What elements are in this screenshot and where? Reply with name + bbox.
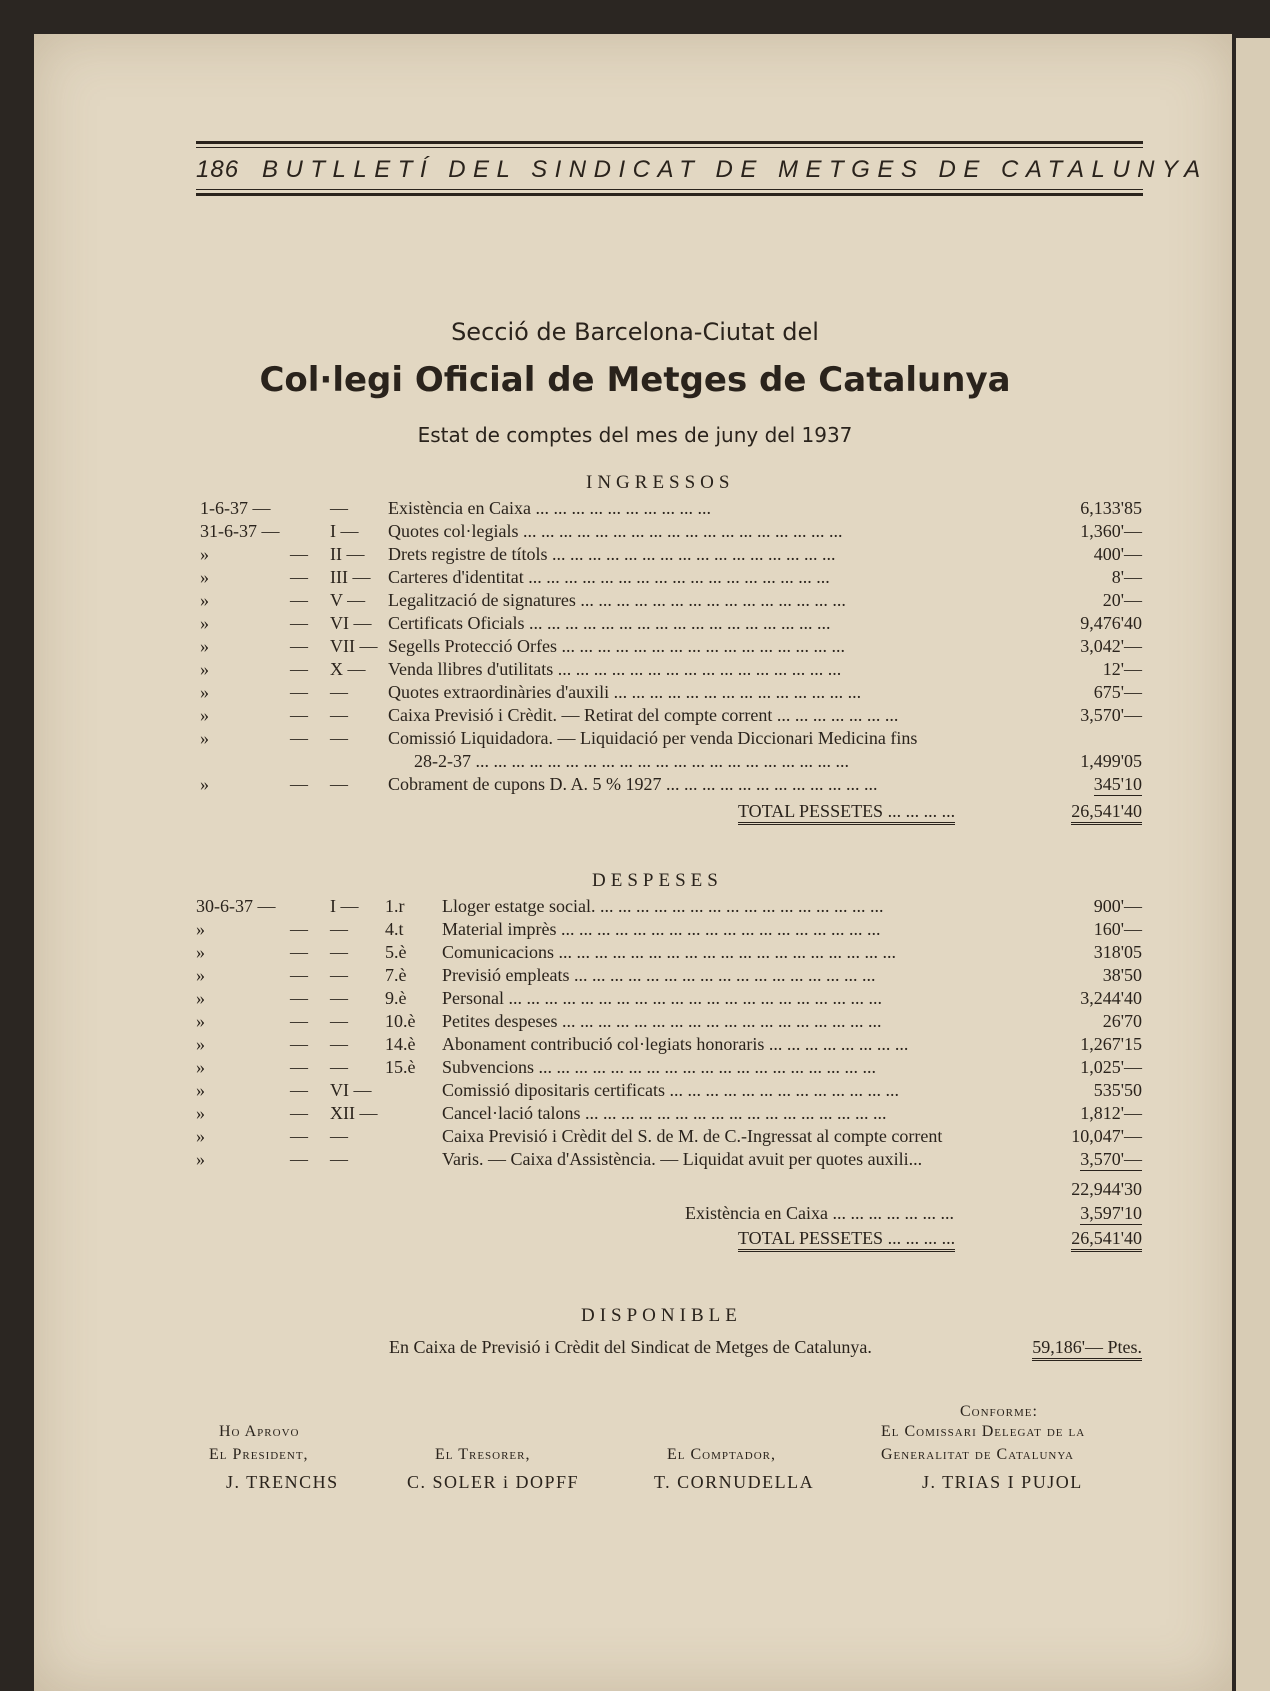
row-date: »: [196, 1057, 205, 1077]
row-dash: —: [290, 1011, 308, 1031]
table-row: [0, 1034, 1270, 1057]
row-description: Cancel·lació talons ... ... ... ... ... ... ... ... ... ... ... ... ... ... ... ... ...: [442, 1103, 887, 1123]
row-number: I —: [330, 896, 359, 916]
row-date: »: [196, 988, 205, 1008]
row-ordinal: 15.è: [385, 1057, 416, 1077]
disponible-row: [0, 1337, 1270, 1360]
row-description: Subvencions ... ... ... ... ... ... ... ... ... ... ... ... ... ... ... ... ... ... ...: [442, 1057, 876, 1077]
row-description: Comissió Liquidadora. — Liquidació per venda Diccionari Medicina fins: [388, 728, 918, 748]
row-number: —: [330, 682, 348, 702]
commissioner-name: J. TRIAS I PUJOL: [922, 1472, 1083, 1492]
row-dash: —: [290, 544, 308, 564]
table-row: [0, 774, 1270, 797]
row-description: Carteres d'identitat ... ... ... ... ... ... ... ... ... ... ... ... ... ... ... ... ...: [388, 567, 830, 587]
table-row: [0, 659, 1270, 682]
row-ordinal: 10.è: [385, 1011, 416, 1031]
row-number: VI —: [330, 1080, 372, 1100]
row-date: »: [200, 636, 209, 656]
row-ordinal: 4.t: [385, 919, 404, 939]
row-description: Drets registre de títols ... ... ... ... ... ... ... ... ... ... ... ... ... ... ... ...: [388, 544, 836, 564]
table-row: [0, 1126, 1270, 1149]
row-number: —: [330, 942, 348, 962]
report-title: Estat de comptes del mes de juny del 1937: [417, 423, 853, 447]
table-row: [0, 919, 1270, 942]
row-dash: —: [290, 613, 308, 633]
ingressos-heading: INGRESSOS: [586, 472, 735, 493]
table-row: [0, 988, 1270, 1011]
row-date: 30-6-37 —: [196, 896, 276, 916]
president-name: J. TRENCHS: [226, 1472, 339, 1492]
row-date: »: [200, 682, 209, 702]
row-date: »: [196, 1011, 205, 1031]
row-number: XII —: [330, 1103, 378, 1123]
row-ordinal: 14.è: [385, 1034, 416, 1054]
table-row: [0, 613, 1270, 636]
row-date: »: [196, 1034, 205, 1054]
despeses-total-amount: 26,541'40: [1071, 1228, 1142, 1252]
row-number: —: [330, 498, 348, 518]
row-description: Previsió empleats ... ... ... ... ... ... ... ... ... ... ... ... ... ... ... ... ...: [442, 965, 876, 985]
row-dash: —: [290, 774, 308, 794]
row-number: —: [330, 774, 348, 794]
table-row: [0, 1011, 1270, 1034]
treasurer-title: El Tresorer,: [435, 1446, 531, 1463]
row-ordinal: 9.è: [385, 988, 407, 1008]
page-number: 186: [196, 156, 240, 183]
row-date: »: [200, 590, 209, 610]
row-dash: —: [290, 1034, 308, 1054]
commissioner-title-1: El Comissari Delegat de la: [881, 1423, 1086, 1440]
row-amount: 38'50: [1102, 965, 1142, 985]
row-description: Abonament contribució col·legiats honoraris ... ... ... ... ... ... ... ...: [442, 1034, 909, 1054]
row-date: »: [200, 567, 209, 587]
row-dash: —: [290, 682, 308, 702]
despeses-subtotal-row: [0, 1179, 1270, 1202]
row-amount: 26'70: [1102, 1011, 1142, 1031]
accountant-title: El Comptador,: [667, 1446, 777, 1463]
row-description: Comissió dipositaris certificats ... ... ... ... ... ... ... ... ... ... ... ... ...: [442, 1080, 899, 1100]
row-dash: —: [290, 590, 308, 610]
table-row: [0, 728, 1270, 751]
row-ordinal: 1.r: [385, 896, 405, 916]
row-number: —: [330, 705, 348, 725]
row-description: Certificats Oficials ... ... ... ... ... ... ... ... ... ... ... ... ... ... ... ... ...: [388, 613, 831, 633]
row-date: »: [196, 1126, 205, 1146]
section-title: Secció de Barcelona-Ciutat del: [451, 318, 819, 346]
row-number: —: [330, 919, 348, 939]
header-rule-top: [196, 141, 1143, 144]
row-number: —: [330, 1149, 348, 1169]
row-dash: —: [290, 919, 308, 939]
table-row: [0, 590, 1270, 613]
row-amount: 20'—: [1102, 590, 1142, 610]
row-amount: 1,812'—: [1080, 1103, 1142, 1123]
existencia-row: [0, 1203, 1270, 1226]
row-number: I —: [330, 521, 359, 541]
row-date: »: [200, 613, 209, 633]
ingressos-total-amount: 26,541'40: [1071, 801, 1142, 825]
row-description: Caixa Previsió i Crèdit. — Retirat del compte corrent ... ... ... ... ... ... ...: [388, 705, 899, 725]
row-date: 1-6-37 —: [200, 498, 271, 518]
table-row: [0, 942, 1270, 965]
row-description: Varis. — Caixa d'Assistència. — Liquidat avuit per quotes auxili...: [442, 1149, 923, 1169]
header-rule-bottom: [196, 193, 1143, 196]
row-description: Personal ... ... ... ... ... ... ... ... ... ... ... ... ... ... ... ... ... ... ... ... ...: [442, 988, 882, 1008]
row-number: X —: [330, 659, 366, 679]
row-ordinal: 7.è: [385, 965, 407, 985]
row-amount: 8'—: [1111, 567, 1142, 587]
row-number: —: [330, 965, 348, 985]
row-amount: 3,244'40: [1080, 988, 1142, 1008]
header-rule-bottom-thin: [196, 189, 1143, 190]
row-number: —: [330, 1011, 348, 1031]
row-amount: 318'05: [1093, 942, 1142, 962]
row-date: »: [196, 919, 205, 939]
header-rule-top-thin: [196, 147, 1143, 148]
table-row: [0, 636, 1270, 659]
row-date: »: [200, 774, 209, 794]
row-amount: 535'50: [1093, 1080, 1142, 1100]
disponible-text: En Caixa de Previsió i Crèdit del Sindicat de Metges de Catalunya.: [389, 1337, 872, 1357]
row-date: »: [196, 965, 205, 985]
row-description: Cobrament de cupons D. A. 5 % 1927 ... ... ... ... ... ... ... ... ... ... ... ...: [388, 774, 878, 794]
row-number: VI —: [330, 613, 372, 633]
row-date: »: [200, 705, 209, 725]
table-row: [0, 567, 1270, 590]
row-date: 31-6-37 —: [200, 521, 280, 541]
ingressos-total-label: TOTAL PESSETES ... ... ... ...: [738, 801, 955, 825]
row-description: Venda llibres d'utilitats ... ... ... ... ... ... ... ... ... ... ... ... ... ... ... ...: [388, 659, 842, 679]
president-title: El President,: [209, 1446, 309, 1463]
row-dash: —: [290, 567, 308, 587]
commissioner-title-2: Generalitat de Catalunya: [881, 1446, 1074, 1463]
table-row: [0, 544, 1270, 567]
row-number: —: [330, 1034, 348, 1054]
row-number: —: [330, 1126, 348, 1146]
accountant-name: T. CORNUDELLA: [654, 1472, 815, 1492]
row-date: »: [200, 659, 209, 679]
table-row: [0, 751, 1270, 774]
row-amount: 1,360'—: [1080, 521, 1142, 541]
row-description: Quotes extraordinàries d'auxili ... ... ... ... ... ... ... ... ... ... ... ... ... ...: [388, 682, 862, 702]
table-row: [0, 521, 1270, 544]
running-header: [196, 152, 1208, 190]
row-amount: 675'—: [1093, 682, 1142, 702]
row-amount: 160'—: [1093, 919, 1142, 939]
row-description: 28-2-37 ... ... ... ... ... ... ... ... ... ... ... ... ... ... ... ... ... ... ... ... ...: [414, 751, 849, 771]
row-amount: 1,025'—: [1080, 1057, 1142, 1077]
row-description: Quotes col·legials ... ... ... ... ... ... ... ... ... ... ... ... ... ... ... ... ... ...: [388, 521, 843, 541]
row-amount: 12'—: [1102, 659, 1142, 679]
despeses-total-label: TOTAL PESSETES ... ... ... ...: [738, 1228, 955, 1252]
next-page-edge: [1236, 38, 1270, 1691]
row-amount: 345'10: [1093, 774, 1142, 794]
commissioner-conforme: Conforme:: [960, 1403, 1038, 1420]
row-date: »: [196, 1149, 205, 1169]
row-dash: —: [290, 1103, 308, 1123]
disponible-amount: 59,186'— Ptes.: [1032, 1337, 1142, 1361]
existencia-label: Existència en Caixa ... ... ... ... ... ... ...: [685, 1203, 954, 1223]
row-amount: 400'—: [1093, 544, 1142, 564]
table-row: [0, 1103, 1270, 1126]
table-row: [0, 705, 1270, 728]
row-description: Existència en Caixa ... ... ... ... ... ... ... ... ... ...: [388, 498, 711, 518]
president-aprovo: Ho Aprovo: [219, 1423, 300, 1440]
disponible-heading: DISPONIBLE: [581, 1305, 742, 1326]
page-sheet: [34, 34, 1232, 1691]
table-row: [0, 682, 1270, 705]
row-description: Segells Protecció Orfes ... ... ... ... ... ... ... ... ... ... ... ... ... ... ... ...: [388, 636, 845, 656]
row-number: VII —: [330, 636, 378, 656]
row-dash: —: [290, 942, 308, 962]
row-number: —: [330, 1057, 348, 1077]
row-amount: 3,042'—: [1080, 636, 1142, 656]
existencia-amount: 3,597'10: [1080, 1203, 1142, 1223]
row-dash: —: [290, 965, 308, 985]
row-number: —: [330, 728, 348, 748]
row-dash: —: [290, 1080, 308, 1100]
bulletin-name: BUTLLETÍ DEL SINDICAT DE METGES DE CATALUNYA: [262, 156, 1208, 183]
row-amount: 1,267'15: [1080, 1034, 1142, 1054]
row-dash: —: [290, 1126, 308, 1146]
row-amount: 6,133'85: [1080, 498, 1142, 518]
row-date: »: [200, 728, 209, 748]
row-date: »: [196, 942, 205, 962]
row-date: »: [200, 544, 209, 564]
row-amount: 900'—: [1093, 896, 1142, 916]
row-amount: 3,570'—: [1080, 705, 1142, 725]
row-description: Comunicacions ... ... ... ... ... ... ... ... ... ... ... ... ... ... ... ... ... ... ...: [442, 942, 896, 962]
row-dash: —: [290, 636, 308, 656]
despeses-subtotal: 22,944'30: [1071, 1179, 1142, 1199]
row-dash: —: [290, 659, 308, 679]
despeses-total-row: [0, 1228, 1270, 1251]
table-row: [0, 965, 1270, 988]
row-description: Caixa Previsió i Crèdit del S. de M. de C.-Ingressat al compte corrent: [442, 1126, 943, 1146]
table-row: [0, 896, 1270, 919]
row-dash: —: [290, 988, 308, 1008]
table-row: [0, 498, 1270, 521]
table-row: [0, 1057, 1270, 1080]
row-dash: —: [290, 1057, 308, 1077]
row-dash: —: [290, 1149, 308, 1169]
row-number: II —: [330, 544, 365, 564]
row-amount: 1,499'05: [1080, 751, 1142, 771]
table-row: [0, 1080, 1270, 1103]
table-row: [0, 1149, 1270, 1172]
row-dash: —: [290, 705, 308, 725]
row-number: III —: [330, 567, 371, 587]
row-amount: 3,570'—: [1080, 1149, 1142, 1169]
row-number: V —: [330, 590, 366, 610]
row-dash: —: [290, 728, 308, 748]
row-ordinal: 5.è: [385, 942, 407, 962]
despeses-heading: DESPESES: [592, 870, 723, 891]
ingressos-total-row: [0, 801, 1270, 824]
treasurer-name: C. SOLER i DOPFF: [407, 1472, 580, 1492]
row-description: Material imprès ... ... ... ... ... ... ... ... ... ... ... ... ... ... ... ... ... ...: [442, 919, 881, 939]
row-amount: 9,476'40: [1080, 613, 1142, 633]
row-number: —: [330, 988, 348, 1008]
row-amount: 10,047'—: [1071, 1126, 1142, 1146]
row-date: »: [196, 1080, 205, 1100]
row-description: Petites despeses ... ... ... ... ... ... ... ... ... ... ... ... ... ... ... ... ... ...: [442, 1011, 882, 1031]
row-date: »: [196, 1103, 205, 1123]
row-description: Legalització de signatures ... ... ... ... ... ... ... ... ... ... ... ... ... ... ...: [388, 590, 846, 610]
row-description: Lloger estatge social. ... ... ... ... ... ... ... ... ... ... ... ... ... ... ... ...: [442, 896, 884, 916]
college-title: Col·legi Oficial de Metges de Catalunya: [259, 360, 1011, 400]
